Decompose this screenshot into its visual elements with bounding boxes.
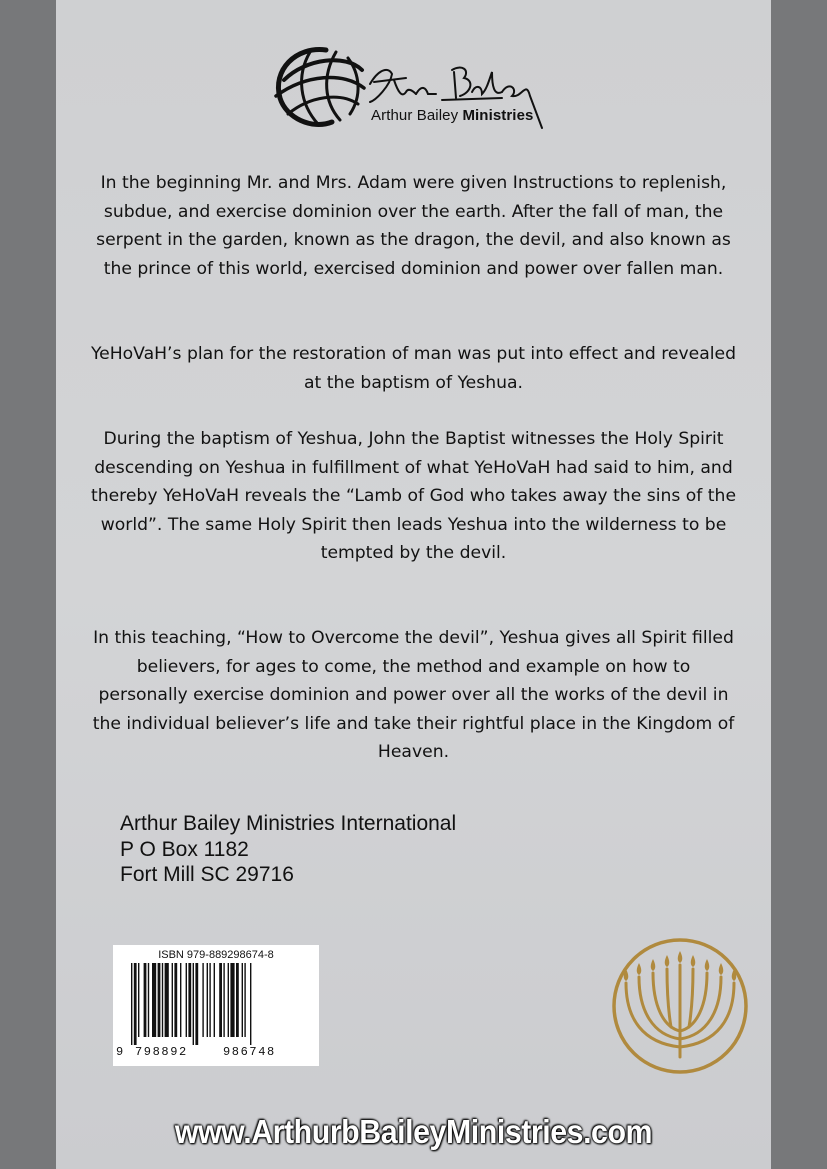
- barcode-bars-icon: [121, 963, 311, 1045]
- menorah-icon: [609, 935, 751, 1077]
- website-url: www.ArthurbBaileyMinistries.com: [174, 1113, 653, 1150]
- isbn-label: ISBN 979-889298674-8: [158, 949, 274, 961]
- paragraph-3: During the baptism of Yeshua, John the Baptist witnesses the Holy Spirit descending on Yeshua in fulfillment of what YeHoVaH had said to him, and thereby YeHoVaH reveals the “Lamb of God who takes away the sins of the world”. The same Holy Spirit then leads Yeshua into the wilderness to be tempted by the devil.: [90, 429, 737, 563]
- logo-caption: [371, 107, 533, 124]
- menorah-emblem: [609, 935, 751, 1077]
- address-line-2: P O Box 1182: [120, 837, 249, 861]
- logo-caption-bold: Ministries: [462, 107, 534, 124]
- barcode-digit-first: 9: [116, 1045, 125, 1059]
- paragraph-1: In the beginning Mr. and Mrs. Adam were given Instructions to replenish, subdue, and exercise dominion over the earth. After the fall of man, the serpent in the garden, known as the dragon, the devil, and also known as the prince of this world, exercised dominion and power over fallen man.: [96, 173, 731, 279]
- ministry-logo: [266, 40, 556, 136]
- paragraph-2: YeHoVaH’s plan for the restoration of man was put into effect and revealed at the baptism of Yeshua.: [90, 344, 737, 393]
- barcode-digits-left: 798892: [135, 1045, 188, 1059]
- barcode-digits-right: 986748: [223, 1045, 276, 1059]
- address-line-3: Fort Mill SC 29716: [120, 863, 294, 886]
- isbn-barcode: [113, 945, 319, 1066]
- paragraph-4: In this teaching, “How to Overcome the devil”, Yeshua gives all Spirit filled believers, for ages to come, the method and example on how to personally exercise dominion and power over all the works of the devil in the individual believer’s life and take their rightful place in the Kingdom of Heaven.: [92, 628, 735, 762]
- address-line-1: Arthur Bailey Ministries International: [120, 812, 457, 835]
- logo-caption-plain: Arthur Bailey: [371, 107, 463, 124]
- mailing-address: [120, 811, 456, 888]
